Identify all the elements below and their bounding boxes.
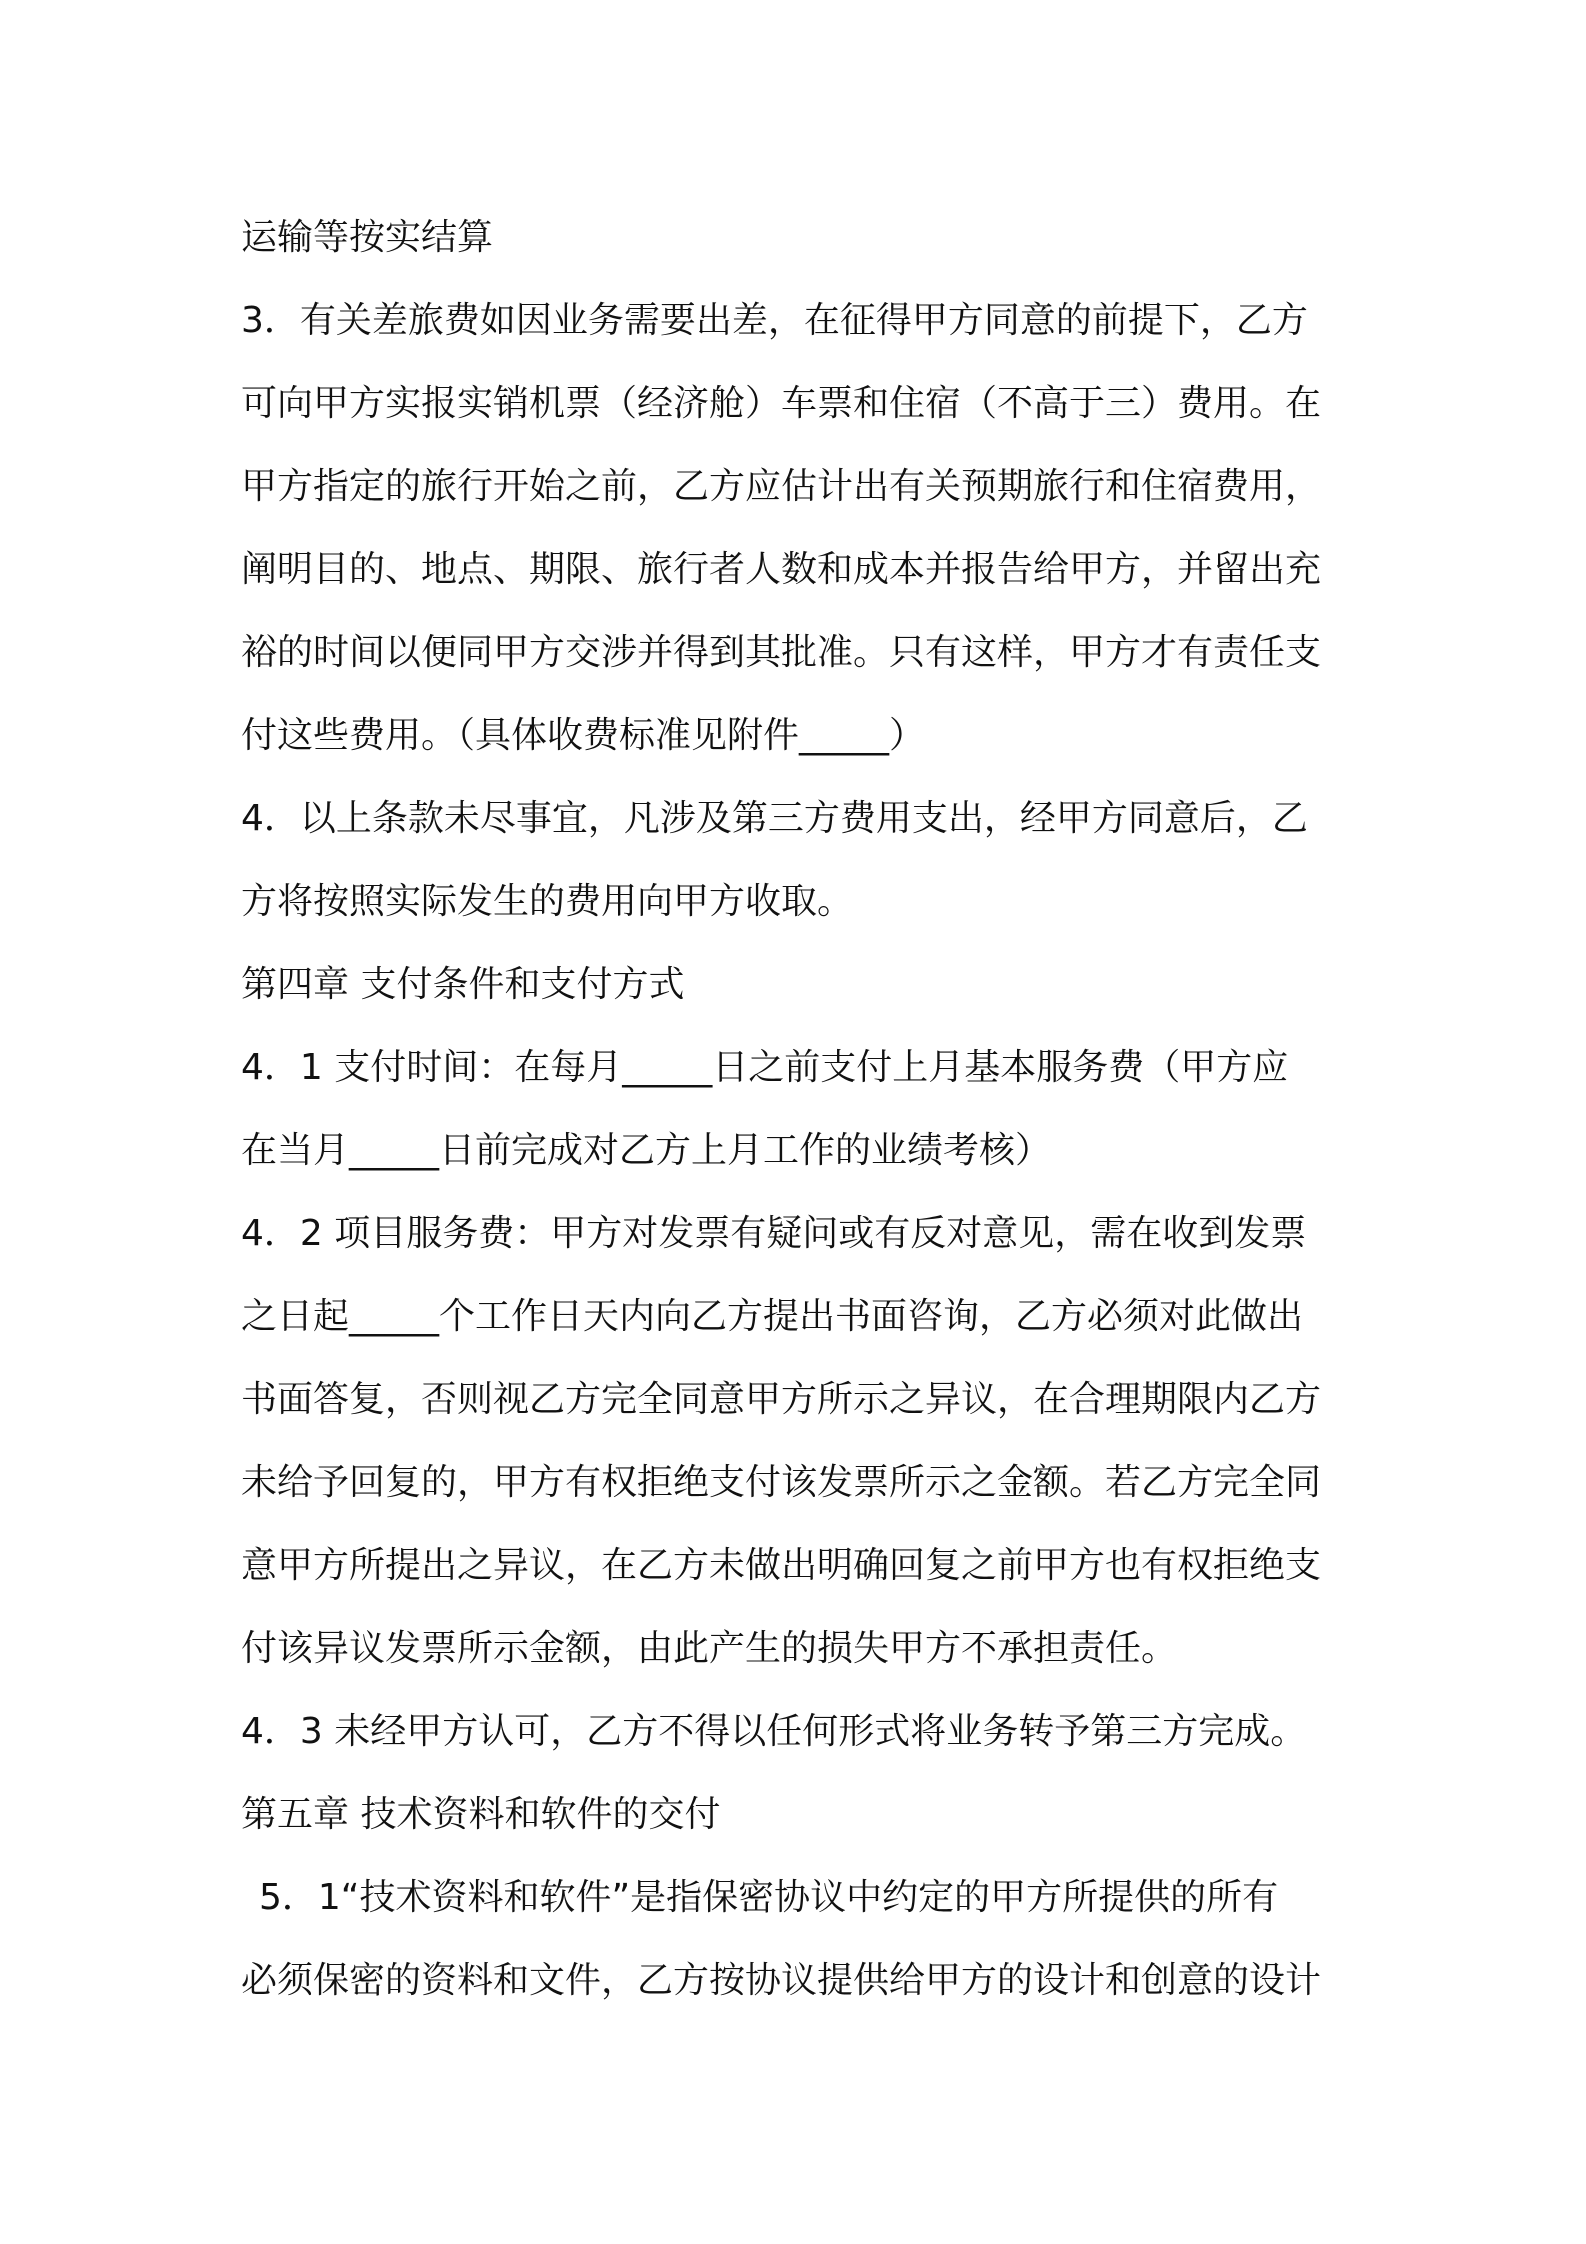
text-line: 4．2 项目服务费：甲方对发票有疑问或有反对意见，需在收到发票 bbox=[241, 1213, 1307, 1254]
text-line: 意甲方所提出之异议，在乙方未做出明确回复之前甲方也有权拒绝支 bbox=[241, 1545, 1322, 1586]
text-line: 书面答复，否则视乙方完全同意甲方所示之异议，在合理期限内乙方 bbox=[241, 1379, 1322, 1420]
text-line: 裕的时间以便同甲方交涉并得到其批准。只有这样，甲方才有责任支 bbox=[241, 632, 1322, 673]
text-line: 方将按照实际发生的费用向甲方收取。 bbox=[241, 881, 854, 922]
text-line: 4．3 未经甲方认可，乙方不得以任何形式将业务转予第三方完成。 bbox=[241, 1711, 1307, 1752]
text-line: 之日起_____个工作日天内向乙方提出书面咨询，乙方必须对此做出 bbox=[241, 1296, 1304, 1337]
text-line: 3．有关差旅费如因业务需要出差，在征得甲方同意的前提下，乙方 bbox=[241, 300, 1308, 341]
text-line: 在当月_____日前完成对乙方上月工作的业绩考核） bbox=[241, 1130, 1052, 1171]
text-line: 运输等按实结算 bbox=[241, 217, 494, 258]
text-line: 付这些费用。（具体收费标准见附件_____） bbox=[241, 715, 926, 756]
text-line: 5．1“技术资料和软件”是指保密协议中约定的甲方所提供的所有 bbox=[259, 1877, 1279, 1918]
text-line: 甲方指定的旅行开始之前，乙方应估计出有关预期旅行和住宿费用， bbox=[241, 466, 1322, 507]
text-line: 付该异议发票所示金额，由此产生的损失甲方不承担责任。 bbox=[241, 1628, 1178, 1669]
document-body bbox=[241, 196, 1361, 2022]
text-line: 4．以上条款未尽事宜，凡涉及第三方费用支出，经甲方同意后，乙 bbox=[241, 798, 1308, 839]
text-line: 可向甲方实报实销机票（经济舱）车票和住宿（不高于三）费用。在 bbox=[241, 383, 1322, 424]
chapter-heading: 第五章 技术资料和软件的交付 bbox=[241, 1794, 721, 1835]
text-line: 阐明目的、地点、期限、旅行者人数和成本并报告给甲方，并留出充 bbox=[241, 549, 1322, 590]
chapter-heading: 第四章 支付条件和支付方式 bbox=[241, 964, 685, 1005]
text-line: 4．1 支付时间：在每月_____日之前支付上月基本服务费（甲方应 bbox=[241, 1047, 1289, 1088]
text-line: 未给予回复的，甲方有权拒绝支付该发票所示之金额。若乙方完全同 bbox=[241, 1462, 1322, 1503]
text-line: 必须保密的资料和文件，乙方按协议提供给甲方的设计和创意的设计 bbox=[241, 1960, 1322, 2001]
